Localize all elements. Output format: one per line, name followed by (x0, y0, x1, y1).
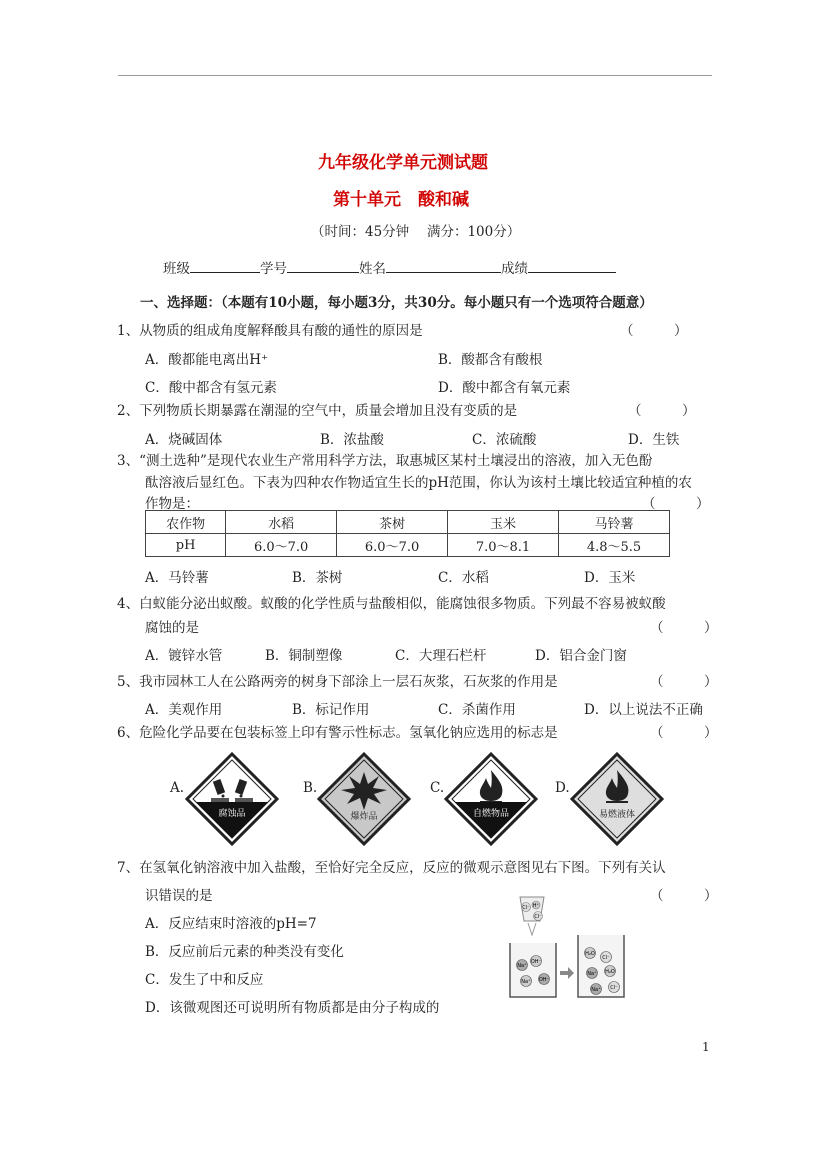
q7-option-b: B．反应前后元素的种类没有变化 (145, 944, 344, 960)
table-cell: 6.0～7.0 (226, 534, 337, 557)
reaction-arrow-icon (560, 967, 574, 979)
q7-option-a: A．反应结束时溶液的pH=7 (145, 916, 317, 932)
q5-answer-blank[interactable]: （ ） (650, 674, 718, 690)
beaker-after (578, 935, 624, 997)
table-cell: 马铃薯 (559, 511, 670, 534)
after-ion: H₂O (585, 951, 595, 957)
field-score-blank[interactable] (528, 259, 616, 273)
q7-line-1: 7、在氢氧化钠溶液中加入盐酸，至恰好完全反应，反应的微观示意图见右下图。下列有关认 (117, 860, 666, 876)
table-cell: 4.8～5.5 (559, 534, 670, 557)
table-header-row (146, 511, 670, 534)
sign-c-label: 自燃物品 (472, 809, 510, 819)
q3-line-1: 3、“测土选种”是现代农业生产常用科学方法，取惠城区某村土壤浸出的溶液，加入无色酚 (117, 453, 653, 469)
q5-option-c: C．杀菌作用 (438, 702, 516, 718)
corrosive-sign (185, 752, 279, 846)
sign-b-label: 爆炸品 (350, 812, 378, 822)
drop-ion: H⁺ (532, 903, 540, 909)
q2-stem: 2、下列物质长期暴露在潮湿的空气中，质量会增加且没有变质的是 (117, 403, 518, 419)
q7-answer-blank[interactable]: （ ） (650, 888, 718, 904)
sign-d-letter: D. (555, 780, 570, 796)
q1-option-b: B．酸都含有酸根 (438, 352, 543, 368)
spontaneous-combustion-sign (444, 752, 538, 846)
after-ion: Cl⁻ (602, 955, 610, 961)
field-name-label: 姓名 (359, 261, 386, 277)
q6-stem: 6、危险化学品要在包装标签上印有警示性标志。氢氧化钠应选用的标志是 (117, 725, 558, 741)
sign-a-label: 腐蚀品 (218, 809, 246, 819)
table-cell: 玉米 (448, 511, 559, 534)
q3-option-d: D．玉米 (584, 570, 636, 586)
q5-stem: 5、我市园林工人在公路两旁的树身下部涂上一层石灰浆，石灰浆的作用是 (117, 674, 558, 690)
page-number: 1 (702, 1040, 710, 1054)
sign-c-letter: C. (430, 780, 445, 796)
page-title: 九年级化学单元测试题 (318, 153, 488, 173)
q3-answer-blank[interactable]: （ ） (642, 496, 710, 512)
before-ion: Na⁺ (521, 979, 531, 985)
flammable-liquid-sign (570, 752, 664, 846)
q3-line-3: 作物是： (145, 496, 199, 512)
q1-option-d: D．酸中都含有氧元素 (438, 380, 571, 396)
header-rule (118, 75, 712, 76)
dropper (520, 897, 544, 935)
q1-option-c: C．酸中都含有氢元素 (145, 380, 277, 396)
q5-option-d: D．以上说法不正确 (584, 702, 703, 718)
before-ion: Na⁺ (517, 963, 527, 969)
table-cell: pH (146, 534, 226, 557)
after-ion: Cl⁻ (610, 985, 618, 991)
q3-line-2: 酞溶液后显红色。下表为四种农作物适宜生长的pH范围，你认为该村土壤比较适宜种植的农 (145, 475, 692, 491)
neutralization-diagram (500, 895, 630, 1005)
crop-ph-table (145, 510, 670, 557)
q2-option-b: B．浓盐酸 (320, 432, 384, 448)
after-ion: Na⁺ (587, 971, 597, 977)
q2-option-d: D．生铁 (628, 432, 680, 448)
sign-d-label: 易燃液体 (598, 810, 636, 820)
q4-line-2: 腐蚀的是 (145, 620, 199, 636)
drop-ion: Cl⁻ (522, 905, 530, 911)
field-id-label: 学号 (260, 261, 287, 277)
q3-option-b: B．茶树 (292, 570, 343, 586)
q1-option-a: A．酸都能电离出H⁺ (145, 352, 269, 368)
before-ion: OH⁻ (538, 977, 550, 983)
table-row (146, 534, 670, 557)
section-heading: 一、选择题：（本题有10小题，每小题3分，共30分。每小题只有一个选项符合题意） (140, 295, 653, 311)
before-ion: OH⁻ (530, 959, 542, 965)
q4-option-c: C．大理石栏杆 (395, 648, 487, 664)
field-id-blank[interactable] (287, 259, 359, 273)
q5-option-a: A．美观作用 (145, 702, 223, 718)
table-cell: 7.0～8.1 (448, 534, 559, 557)
student-fields (163, 257, 616, 277)
explosive-sign (317, 752, 411, 846)
q4-option-a: A．镀锌水管 (145, 648, 223, 664)
q6-answer-blank[interactable]: （ ） (650, 725, 718, 741)
q4-option-b: B．铜制塑像 (265, 648, 343, 664)
field-name-blank[interactable] (386, 259, 501, 273)
drop-ion: Cl⁻ (534, 914, 542, 920)
after-ion: H₂O (605, 969, 615, 975)
table-cell: 水稻 (226, 511, 337, 534)
q3-option-c: C．水稻 (438, 570, 489, 586)
beaker-before (510, 943, 556, 997)
q5-option-b: B．标记作用 (292, 702, 370, 718)
after-ion: Na⁺ (591, 987, 601, 993)
field-class-label: 班级 (163, 261, 190, 277)
q2-option-a: A．烧碱固体 (145, 432, 223, 448)
q1-answer-blank[interactable]: （ ） (620, 323, 688, 339)
field-class-blank[interactable] (190, 259, 260, 273)
q3-option-a: A．马铃薯 (145, 570, 209, 586)
q1-stem: 1、从物质的组成角度解释酸具有酸的通性的原因是 (117, 323, 423, 339)
q2-answer-blank[interactable]: （ ） (628, 403, 696, 419)
q7-option-d: D．该微观图还可说明所有物质都是由分子构成的 (145, 1000, 440, 1016)
exam-info: （时间：45分钟 满分：100分） (311, 224, 521, 240)
sign-b-letter: B. (303, 780, 318, 796)
q2-option-c: C．浓硫酸 (472, 432, 537, 448)
field-score-label: 成绩 (501, 261, 528, 277)
q4-line-1: 4、白蚁能分泌出蚁酸。蚁酸的化学性质与盐酸相似，能腐蚀很多物质。下列最不容易被蚁酸 (117, 596, 666, 612)
table-cell: 农作物 (146, 511, 226, 534)
q7-line-2: 识错误的是 (145, 888, 213, 904)
q4-option-d: D．铝合金门窗 (535, 648, 627, 664)
q4-answer-blank[interactable]: （ ） (650, 620, 718, 636)
table-cell: 茶树 (337, 511, 448, 534)
table-cell: 6.0～7.0 (337, 534, 448, 557)
q7-option-c: C．发生了中和反应 (145, 972, 264, 988)
sign-a-letter: A. (170, 780, 185, 796)
page-subtitle: 第十单元 酸和碱 (333, 190, 469, 210)
